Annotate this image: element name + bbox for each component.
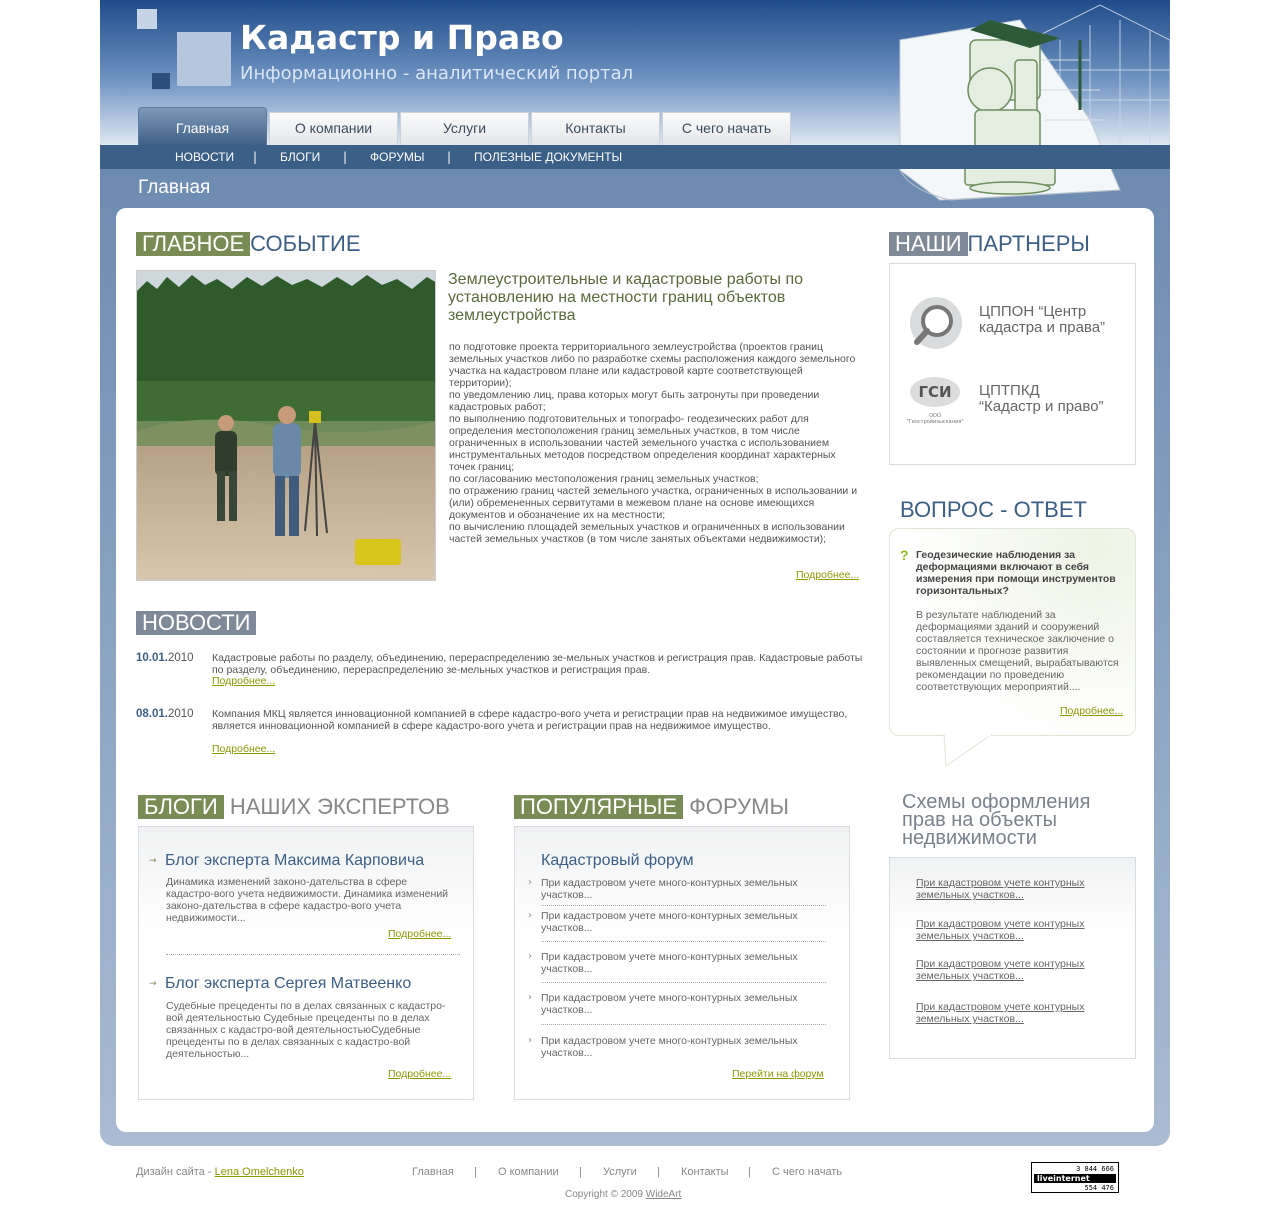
scheme-link[interactable]: При кадастровом учете контурных земельных участков... — [916, 1001, 1085, 1025]
footer-credit: Дизайн сайта - Lena Omelchenko — [136, 1166, 304, 1178]
main-event-headline[interactable]: Землеустроительные и кадастровые работы по установлению на местности границ объектов землеустройства — [448, 271, 804, 324]
footer-separator: | — [748, 1166, 751, 1178]
partners-heading-a: НАШИ — [889, 232, 968, 256]
main-event-more-link[interactable]: Подробнее... — [796, 569, 860, 581]
divider — [541, 941, 826, 942]
forums-heading-b: ФОРУМЫ — [689, 794, 789, 819]
blog-title[interactable]: Блог эксперта Сергея Матвеенко — [165, 975, 412, 992]
subnav-documents[interactable]: ПОЛЕЗНЫЕ ДОКУМЕНТЫ — [474, 150, 623, 164]
news-heading-label: НОВОСТИ — [136, 611, 256, 635]
scheme-link[interactable]: При кадастровом учете контурных земельных участков... — [916, 958, 1085, 982]
counter-bottom-value: 554 476 — [1084, 1184, 1114, 1192]
forum-topic[interactable]: При кадастровом учете много-контурных земельных участков... — [541, 992, 798, 1016]
main-event-photo — [136, 270, 436, 581]
subnav-news[interactable]: НОВОСТИ — [175, 150, 235, 164]
gsi-logo-text: ГСИ — [918, 383, 952, 401]
forums-heading-a: ПОПУЛЯРНЫЕ — [514, 795, 683, 819]
counter-brand: liveinternet — [1034, 1174, 1116, 1183]
gsi-logo-icon — [900, 377, 970, 425]
footer-link-contacts[interactable]: Контакты — [681, 1166, 729, 1178]
main-event-heading-b: СОБЫТИЕ — [250, 231, 361, 256]
partners-heading — [889, 232, 1090, 256]
main-event-body-line: по вычислению площадей земельных участков и ограниченных в использовании частей земельных участков (в том числе занятых объектами недвижимости); — [449, 521, 845, 545]
news-text: Компания МКЦ является инновационной компанией в сфере кадастро-вого учета и регистрации прав на недвижимое имущество, является инновационной компанией в сфере кадастро-вого учета и регистрации прав на недвижимое имущество. — [212, 708, 848, 732]
subnav-separator: | — [447, 150, 452, 164]
logo-square-large — [177, 32, 231, 86]
subnav-blogs[interactable]: БЛОГИ — [280, 150, 321, 164]
forum-topic[interactable]: При кадастровом учете много-контурных земельных участков... — [541, 1035, 798, 1059]
forum-topic[interactable]: При кадастровом учете много-контурных земельных участков... — [541, 951, 798, 975]
blog-more-link[interactable]: Подробнее... — [388, 1068, 452, 1080]
footer-link-about[interactable]: О компании — [498, 1166, 559, 1178]
tab-home[interactable]: Главная — [138, 107, 267, 145]
bullet-arrow-icon: → — [149, 856, 157, 866]
qa-answer: В результате наблюдений за деформациями зданий и сооружений составляется техническое заключение о состоянии и прогнозе развития выявленных смещений, вырабатываются рекомендации по проведению соответствующих мероприятий.... — [916, 609, 1119, 693]
counter-top-value: 3 844 666 — [1076, 1165, 1114, 1173]
footer-separator: | — [474, 1166, 477, 1178]
main-event-heading — [136, 232, 361, 256]
main-event-body-line: по подготовке проекта территориального землеустройства (проектов границ земельных участков либо по разработке схемы расположения каждого земельного участка на кадастровом плане или кадастровой карте соответствующей территории); — [449, 341, 856, 389]
footer-separator: | — [579, 1166, 582, 1178]
chevron-right-icon: › — [528, 992, 532, 1003]
logo-square-small — [137, 9, 157, 29]
forum-topic[interactable]: При кадастровом учете много-контурных земельных участков... — [541, 910, 798, 934]
logo-square-dark — [152, 73, 170, 89]
tab-contacts[interactable]: Контакты — [531, 112, 660, 145]
divider — [166, 954, 460, 955]
news-text: Кадастровые работы по разделу, объединению, перераспределению зе-мельных участков и регистрация прав. Кадастровые работы по разделу, объединению, перераспределению зе-мельных участков и регистрация прав. — [212, 652, 863, 676]
bullet-arrow-icon: → — [149, 979, 157, 989]
forums-heading — [514, 795, 789, 819]
forum-topic[interactable]: При кадастровом учете много-контурных земельных участков... — [541, 877, 798, 901]
main-event-body-line: по уведомлению лиц, права которых могут быть затронуты при проведении кадастровых работ; — [449, 389, 820, 413]
chevron-right-icon: › — [528, 877, 532, 888]
blogs-heading-a: БЛОГИ — [138, 795, 224, 819]
scheme-link[interactable]: При кадастровом учете контурных земельных участков... — [916, 877, 1085, 901]
footer-link-getting-started[interactable]: С чего начать — [772, 1166, 843, 1178]
tab-services[interactable]: Услуги — [400, 112, 529, 145]
forum-goto-link[interactable]: Перейти на форум — [732, 1068, 824, 1080]
footer-link-services[interactable]: Услуги — [603, 1166, 637, 1178]
schemes-heading: Схемы оформления прав на объекты недвижимости — [902, 791, 1091, 849]
gsi-logo-caption: ООО "Геостройизыскания" — [906, 413, 964, 425]
subnav-separator: | — [343, 150, 348, 164]
qa-more-link[interactable]: Подробнее... — [1060, 705, 1124, 717]
footer-copyright: Copyright © 2009 WideArt — [565, 1189, 682, 1200]
main-event-body-line: по выполнению подготовительных и топографо- геодезических работ для определения местоположения границ земельных участков, в том числе ограниченных в использовании частей земельного участка с использованием инструментальных методов посредством определения координат характерных точек границ; — [449, 413, 836, 473]
blog-excerpt: Судебные прецеденты по в делах связанных с кадастро-вой деятельностью Судебные прецеденты по в делах связанных с кадастро-вой деятельностьюСудебные прецеденты по в делах связанных с кадастро-вой деятельностью... — [166, 1000, 446, 1060]
qa-bubble-tail — [940, 734, 1000, 768]
divider — [541, 905, 826, 906]
forum-heading[interactable]: Кадастровый форум — [541, 852, 694, 869]
question-mark-icon: ? — [900, 547, 909, 563]
main-event-body-line: по согласованию местоположения границ земельных участков; — [449, 473, 759, 485]
blog-more-link[interactable]: Подробнее... — [388, 928, 452, 940]
page-title: Главная — [138, 177, 211, 198]
main-event-heading-a: ГЛАВНОЕ — [136, 232, 250, 256]
blogs-heading — [138, 795, 450, 819]
partner-name: ЦППОН “Центр кадастра и права” — [979, 303, 1106, 336]
subnav-separator: | — [253, 150, 258, 164]
news-more-link[interactable]: Подробнее... — [212, 743, 276, 755]
divider — [541, 1024, 826, 1025]
news-date: 10.01.2010 — [136, 652, 194, 664]
partner-name: ЦПТПКД “Кадастр и право” — [979, 382, 1104, 415]
designer-link[interactable]: Lena Omelchenko — [214, 1166, 304, 1178]
tab-about[interactable]: О компании — [269, 112, 398, 145]
sub-navigation — [100, 145, 1170, 169]
news-date: 08.01.2010 — [136, 708, 194, 720]
footer-separator: | — [657, 1166, 660, 1178]
blog-title[interactable]: Блог эксперта Максима Карповича — [165, 852, 425, 869]
qa-question[interactable]: Геодезические наблюдения за деформациями включают в себя измерения при помощи инструментов горизонтальных? — [916, 549, 1116, 597]
liveinternet-counter[interactable] — [1031, 1162, 1119, 1193]
magnifier-logo-icon — [907, 294, 965, 352]
hero-illustration — [790, 0, 1170, 205]
divider — [541, 982, 826, 983]
main-event-body-line: по отражению границ частей земельного участка, ограниченных в использовании и (или) обремененных сервитутами в межевом плане на основе имеющихся документов и обозначение их на местности; — [449, 485, 858, 521]
blogs-heading-b: НАШИХ ЭКСПЕРТОВ — [229, 794, 450, 819]
subnav-forums[interactable]: ФОРУМЫ — [370, 150, 425, 164]
news-more-link[interactable]: Подробнее... — [212, 675, 276, 687]
chevron-right-icon: › — [528, 1035, 532, 1046]
chevron-right-icon: › — [528, 951, 532, 962]
scheme-link[interactable]: При кадастровом учете контурных земельных участков... — [916, 918, 1085, 942]
partners-heading-b: ПАРТНЕРЫ — [967, 231, 1090, 256]
footer-link-home[interactable]: Главная — [412, 1166, 454, 1178]
main-event-body — [449, 341, 863, 545]
news-heading — [136, 611, 256, 635]
blog-excerpt: Динамика изменений законо-дательства в сфере кадастро-вого учета недвижимости. Динамика изменений законо-дательства в сфере кадастро-вого учета недвижимости... — [166, 876, 449, 924]
tab-getting-started[interactable]: С чего начать — [662, 112, 791, 145]
qa-heading: ВОПРОС - ОТВЕТ — [900, 497, 1087, 522]
chevron-right-icon: › — [528, 910, 532, 921]
wideart-link[interactable]: WideArt — [645, 1189, 682, 1200]
header — [100, 0, 1170, 145]
site-title[interactable]: Кадастр и Право — [240, 18, 564, 57]
site-subtitle: Информационно - аналитический портал — [240, 63, 634, 84]
